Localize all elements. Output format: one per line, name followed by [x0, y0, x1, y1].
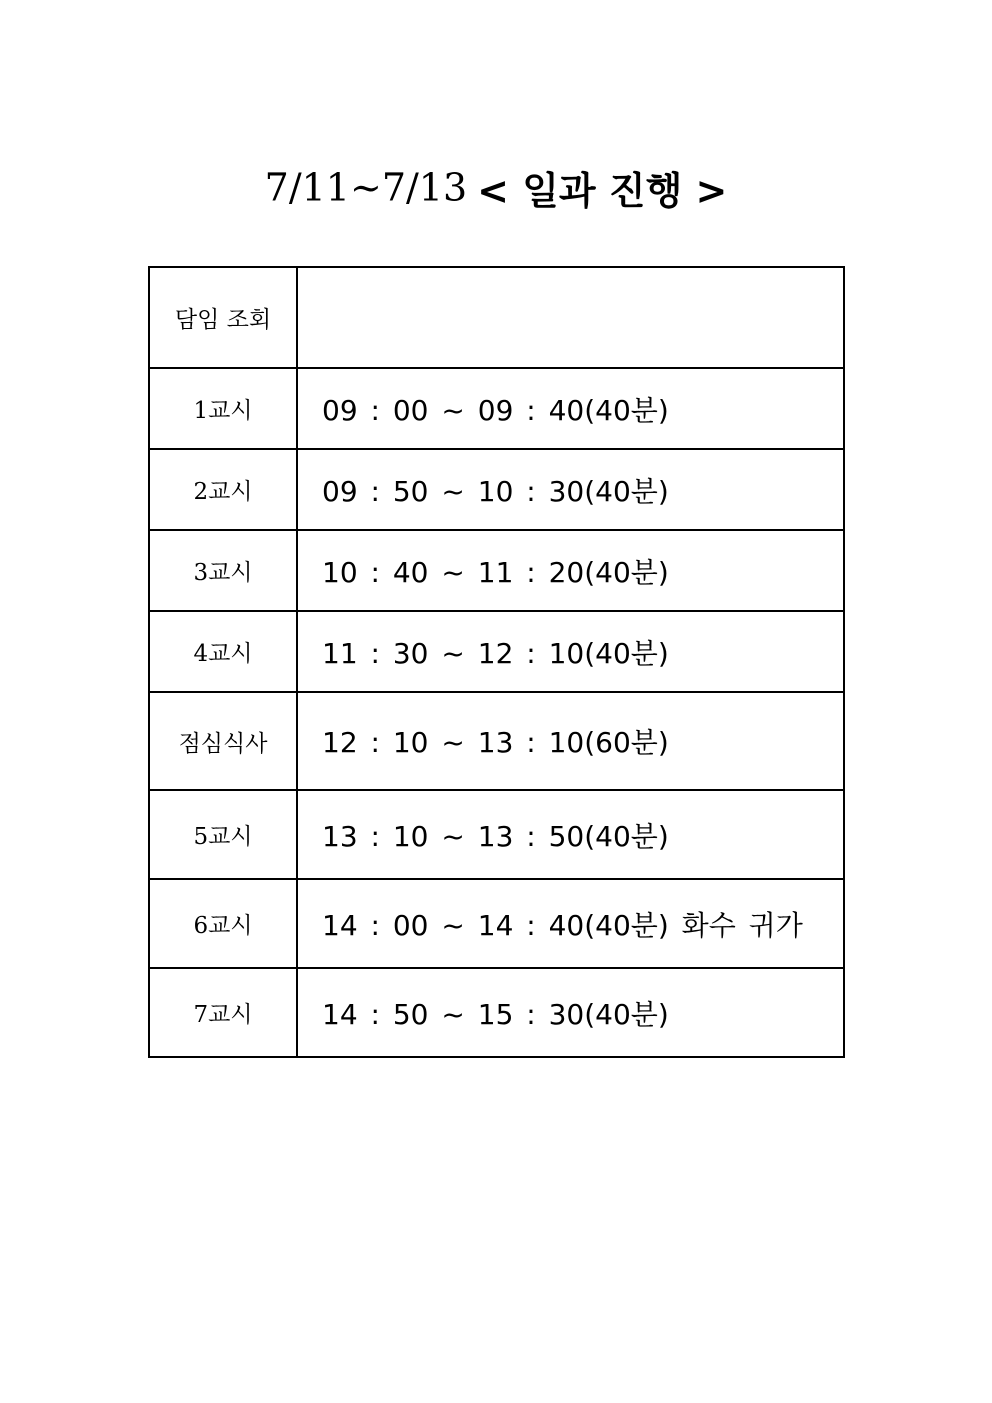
row-label: 2교시 — [149, 449, 297, 530]
table-row — [149, 368, 844, 449]
table-row — [149, 267, 844, 368]
table-row — [149, 449, 844, 530]
row-label: 담임 조회 — [149, 267, 297, 368]
row-time: 10 : 40 ~ 11 : 20(40분) — [297, 530, 844, 611]
row-label: 6교시 — [149, 879, 297, 968]
table-row — [149, 611, 844, 692]
schedule-table — [148, 266, 845, 1058]
row-label: 4교시 — [149, 611, 297, 692]
table-row — [149, 790, 844, 879]
row-time: 09 : 00 ~ 09 : 40(40분) — [297, 368, 844, 449]
title-heading: < 일과 진행 > — [477, 169, 728, 213]
page-title — [0, 160, 992, 215]
title-date-range: 7/11~7/13 — [264, 165, 468, 210]
row-time: 13 : 10 ~ 13 : 50(40분) — [297, 790, 844, 879]
table-row — [149, 530, 844, 611]
row-time — [297, 267, 844, 368]
row-label: 점심식사 — [149, 692, 297, 790]
row-time: 12 : 10 ~ 13 : 10(60분) — [297, 692, 844, 790]
table-row — [149, 692, 844, 790]
row-time: 14 : 50 ~ 15 : 30(40분) — [297, 968, 844, 1057]
row-time: 14 : 00 ~ 14 : 40(40분) 화수 귀가 — [297, 879, 844, 968]
row-time: 09 : 50 ~ 10 : 30(40분) — [297, 449, 844, 530]
row-label: 3교시 — [149, 530, 297, 611]
table-row — [149, 968, 844, 1057]
row-label: 7교시 — [149, 968, 297, 1057]
row-label: 5교시 — [149, 790, 297, 879]
row-label: 1교시 — [149, 368, 297, 449]
row-time: 11 : 30 ~ 12 : 10(40분) — [297, 611, 844, 692]
table-row — [149, 879, 844, 968]
